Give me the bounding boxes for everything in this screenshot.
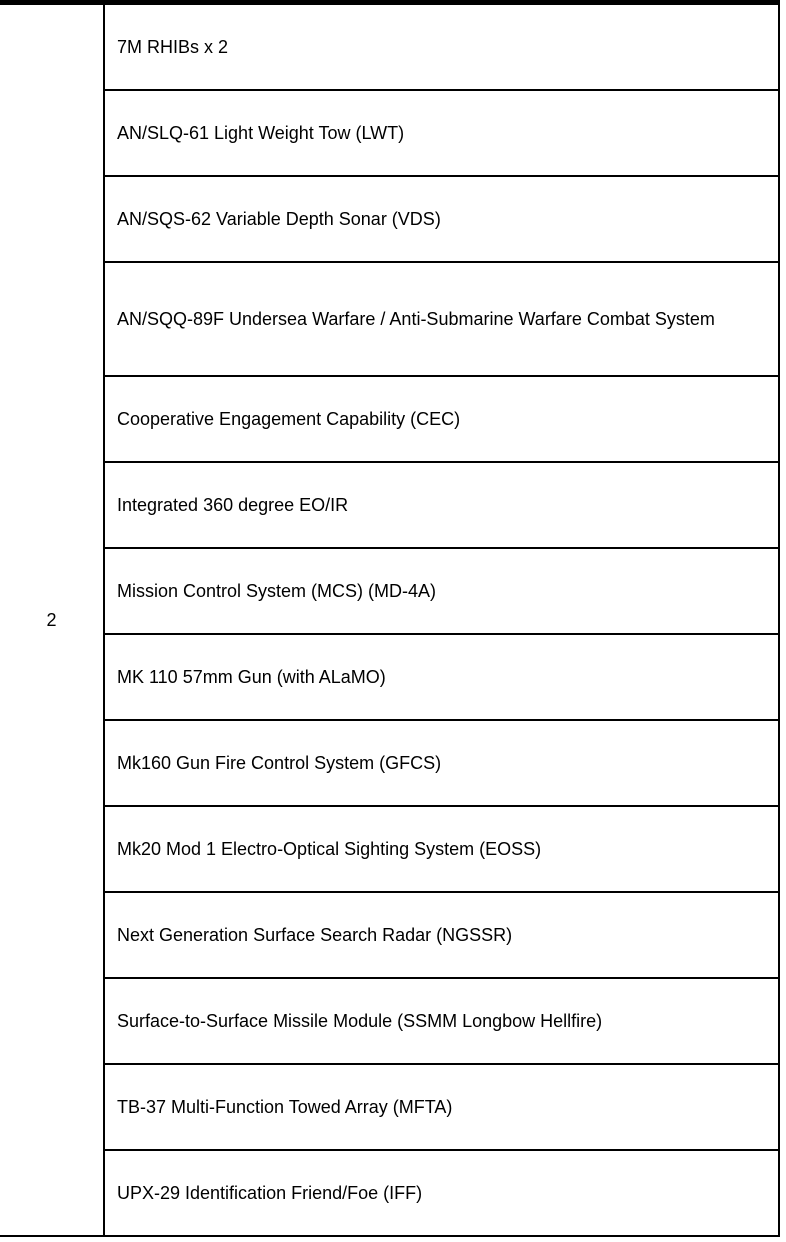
table-cell: Integrated 360 degree EO/IR [104,462,779,548]
table-cell: AN/SQQ-89F Undersea Warfare / Anti-Submarine Warfare Combat System [104,262,779,376]
table-cell: MK 110 57mm Gun (with ALaMO) [104,634,779,720]
table-row [0,176,779,262]
table-cell: Surface-to-Surface Missile Module (SSMM Longbow Hellfire) [104,978,779,1064]
table-row [0,376,779,462]
table-row [0,806,779,892]
table-row [0,462,779,548]
table-row [0,262,779,376]
table-row [0,720,779,806]
table-cell: Mission Control System (MCS) (MD-4A) [104,548,779,634]
table-cell: AN/SLQ-61 Light Weight Tow (LWT) [104,90,779,176]
table-cell: UPX-29 Identification Friend/Foe (IFF) [104,1150,779,1236]
table-row [0,1064,779,1150]
table-cell: Mk160 Gun Fire Control System (GFCS) [104,720,779,806]
table-row [0,978,779,1064]
table-row [0,90,779,176]
table-cell: Cooperative Engagement Capability (CEC) [104,376,779,462]
table-row [0,1150,779,1236]
table-row [0,4,779,90]
table-cell: Mk20 Mod 1 Electro-Optical Sighting System (EOSS) [104,806,779,892]
table-cell: AN/SQS-62 Variable Depth Sonar (VDS) [104,176,779,262]
table-row [0,548,779,634]
table-row [0,634,779,720]
table-cell: 7M RHIBs x 2 [104,4,779,90]
table-cell: TB-37 Multi-Function Towed Array (MFTA) [104,1064,779,1150]
table-row [0,892,779,978]
group-number-cell: 2 [0,4,104,1236]
systems-table [0,3,780,1237]
table-cell: Next Generation Surface Search Radar (NGSSR) [104,892,779,978]
